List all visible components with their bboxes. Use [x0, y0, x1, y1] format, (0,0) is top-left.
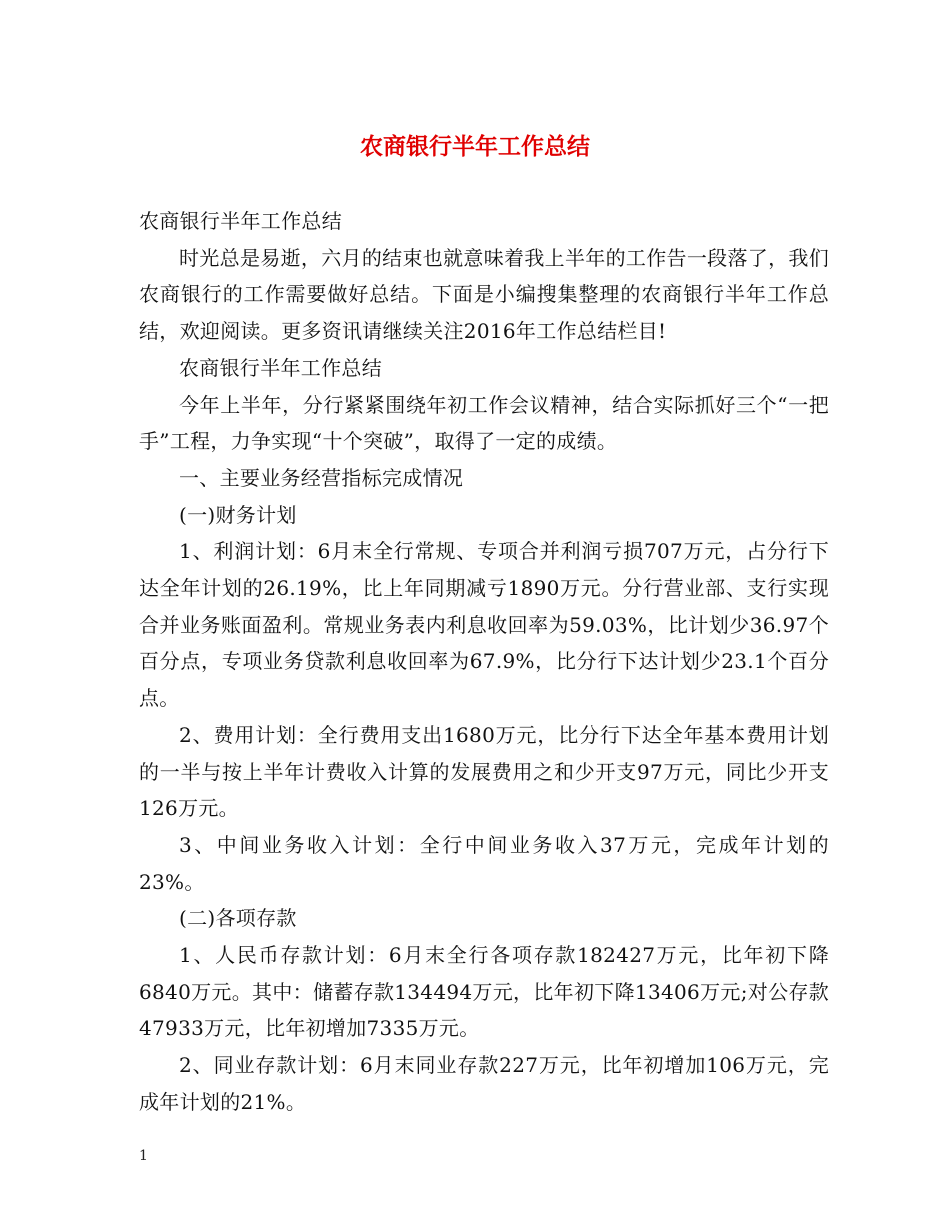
- subsection-heading-deposits: (二)各项存款: [179, 906, 297, 931]
- paragraph-profit-plan: 1、利润计划：6月末全行常规、专项合并利润亏损707万元，占分行下达全年计划的26.19%，比上年同期减亏1890万元。分行营业部、支行实现合并业务账面盈利。常规业务表内利息收回率为59.03%，比计划少36.97个百分点，专项业务贷款利息收回率为67.9%，比分行下达计划少23.1个百分点。: [139, 539, 829, 711]
- paragraph-intro: 时光总是易逝，六月的结束也就意味着我上半年的工作告一段落了，我们农商银行的工作需要做好总结。下面是小编搜集整理的农商银行半年工作总结，欢迎阅读。更多资讯请继续关注2016年工作总结栏目!: [139, 245, 829, 344]
- page-title: 农商银行半年工作总结: [360, 133, 590, 160]
- paragraph-intermediary-income: 3、中间业务收入计划：全行中间业务收入37万元，完成年计划的23%。: [139, 832, 829, 894]
- section-heading-1: 一、主要业务经营指标完成情况: [179, 465, 464, 490]
- paragraph-rmb-deposits: 1、人民币存款计划：6月末全行各项存款182427万元，比年初下降6840万元。其中：储蓄存款134494万元，比年初下降13406万元;对公存款47933万元，比年初增加7335万元。: [139, 943, 829, 1041]
- paragraph-overview: 今年上半年，分行紧紧围绕年初工作会议精神，结合实际抓好三个“一把手”工程，力争实现“十个突破”，取得了一定的成绩。: [139, 392, 829, 454]
- paragraph-expense-plan: 2、费用计划：全行费用支出1680万元，比分行下达全年基本费用计划的一半与按上半年计费收入计算的发展费用之和少开支97万元，同比少开支126万元。: [139, 722, 829, 821]
- paragraph-interbank-deposits: 2、同业存款计划：6月末同业存款227万元，比年初增加106万元，完成年计划的21%。: [139, 1053, 829, 1114]
- paragraph-subtitle: 农商银行半年工作总结: [139, 209, 342, 233]
- page-number: 1: [139, 1148, 148, 1164]
- document-body: [139, 203, 829, 1121]
- paragraph-heading: 农商银行半年工作总结: [179, 355, 382, 380]
- subsection-heading-finance: (一)财务计划: [179, 502, 297, 527]
